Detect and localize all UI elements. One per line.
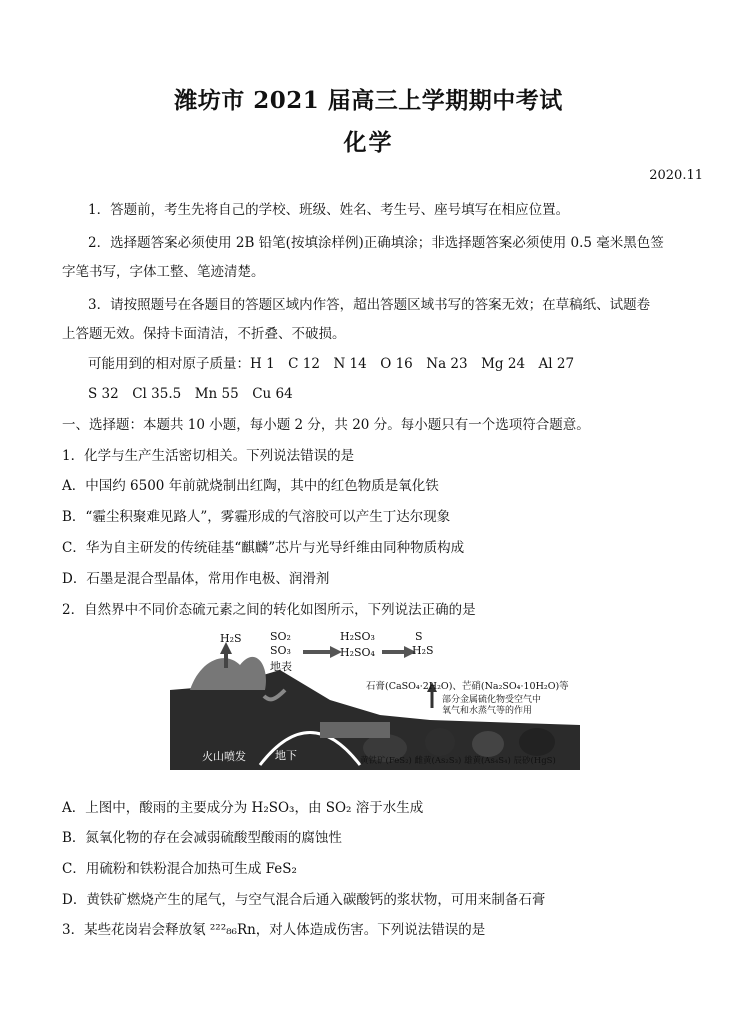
atomic-masses-1: 可能用到的相对原子质量：H 1 C 12 N 14 O 16 Na 23 Mg 24 Al 27 bbox=[88, 356, 575, 372]
fig-so3: SO₃ bbox=[270, 644, 291, 657]
q2-option-a: A．上图中，酸雨的主要成分为 H₂SO₃，由 SO₂ 溶于水生成 bbox=[62, 800, 424, 816]
sulfur-cycle-figure bbox=[170, 630, 580, 770]
q2-option-b: B．氮氧化物的存在会减弱硫酸型酸雨的腐蚀性 bbox=[62, 830, 342, 846]
instruction-1: 1．答题前，考生先将自己的学校、班级、姓名、考生号、座号填写在相应位置。 bbox=[88, 202, 570, 218]
fig-s: S bbox=[415, 630, 423, 643]
q1-option-b: B．“霾尘积聚难见路人”，雾霾形成的气溶胶可以产生丁达尔现象 bbox=[62, 509, 451, 525]
q1-option-c: C．华为自主研发的传统硅基“麒麟”芯片与光导纤维由同种物质构成 bbox=[62, 540, 465, 556]
exam-title: 潍坊市 2021 届高三上学期期中考试 bbox=[174, 87, 563, 114]
instruction-3-cont: 上答题无效。保持卡面清洁，不折叠、不破损。 bbox=[62, 326, 346, 342]
q2-option-c: C．用硫粉和铁粉混合加热可生成 FeS₂ bbox=[62, 861, 297, 877]
instruction-3: 3．请按照题号在各题目的答题区域内作答，超出答题区域书写的答案无效；在草稿纸、试题卷 bbox=[88, 297, 651, 313]
fig-oxidation-1: 部分金属硫化物受空气中 bbox=[442, 695, 542, 705]
instruction-2: 2．选择题答案必须使用 2B 铅笔(按填涂样例)正确填涂；非选择题答案必须使用 0.5 毫米黑色签 bbox=[88, 235, 664, 251]
fig-h2s-right: H₂S bbox=[412, 644, 434, 657]
instruction-2-cont: 字笔书写，字体工整、笔迹清楚。 bbox=[62, 264, 265, 280]
fig-h2s-top: H₂S bbox=[220, 632, 242, 645]
fig-ores: 黄铁矿(FeS₂) 雌黄(As₂S₃) 雄黄(As₄S₄) 辰砂(HgS) bbox=[360, 756, 556, 766]
fig-volcano: 火山喷发 bbox=[202, 750, 246, 763]
fig-surface: 地表 bbox=[270, 660, 292, 673]
fig-underground: 地下 bbox=[275, 749, 297, 762]
q1-option-a: A．中国约 6500 年前就烧制出红陶，其中的红色物质是氧化铁 bbox=[62, 478, 439, 494]
exam-date: 2020.11 bbox=[649, 168, 703, 183]
subject-title: 化学 bbox=[343, 129, 394, 156]
fig-oxidation-2: 氧气和水蒸气等的作用 bbox=[442, 706, 533, 716]
q3-stem: 3．某些花岗岩会释放氡 ²²²₈₆Rn，对人体造成伤害。下列说法错误的是 bbox=[62, 922, 486, 938]
fig-so2: SO₂ bbox=[270, 630, 291, 643]
q1-option-d: D．石墨是混合型晶体，常用作电极、润滑剂 bbox=[62, 571, 330, 587]
q2-option-d: D．黄铁矿燃烧产生的尾气，与空气混合后通入碳酸钙的浆状物，可用来制备石膏 bbox=[62, 892, 546, 908]
fig-h2so3: H₂SO₃ bbox=[340, 630, 375, 643]
atomic-masses-2: S 32 Cl 35.5 Mn 55 Cu 64 bbox=[88, 386, 293, 402]
q1-stem: 1．化学与生产生活密切相关。下列说法错误的是 bbox=[62, 448, 355, 464]
q2-stem: 2．自然界中不同价态硫元素之间的转化如图所示，下列说法正确的是 bbox=[62, 602, 476, 618]
fig-h2so4: H₂SO₄ bbox=[340, 646, 375, 659]
section-heading: 一、选择题：本题共 10 小题，每小题 2 分，共 20 分。每小题只有一个选项符合题意。 bbox=[62, 417, 590, 433]
fig-minerals: 石膏(CaSO₄·2H₂O)、芒硝(Na₂SO₄·10H₂O)等 bbox=[366, 681, 569, 692]
